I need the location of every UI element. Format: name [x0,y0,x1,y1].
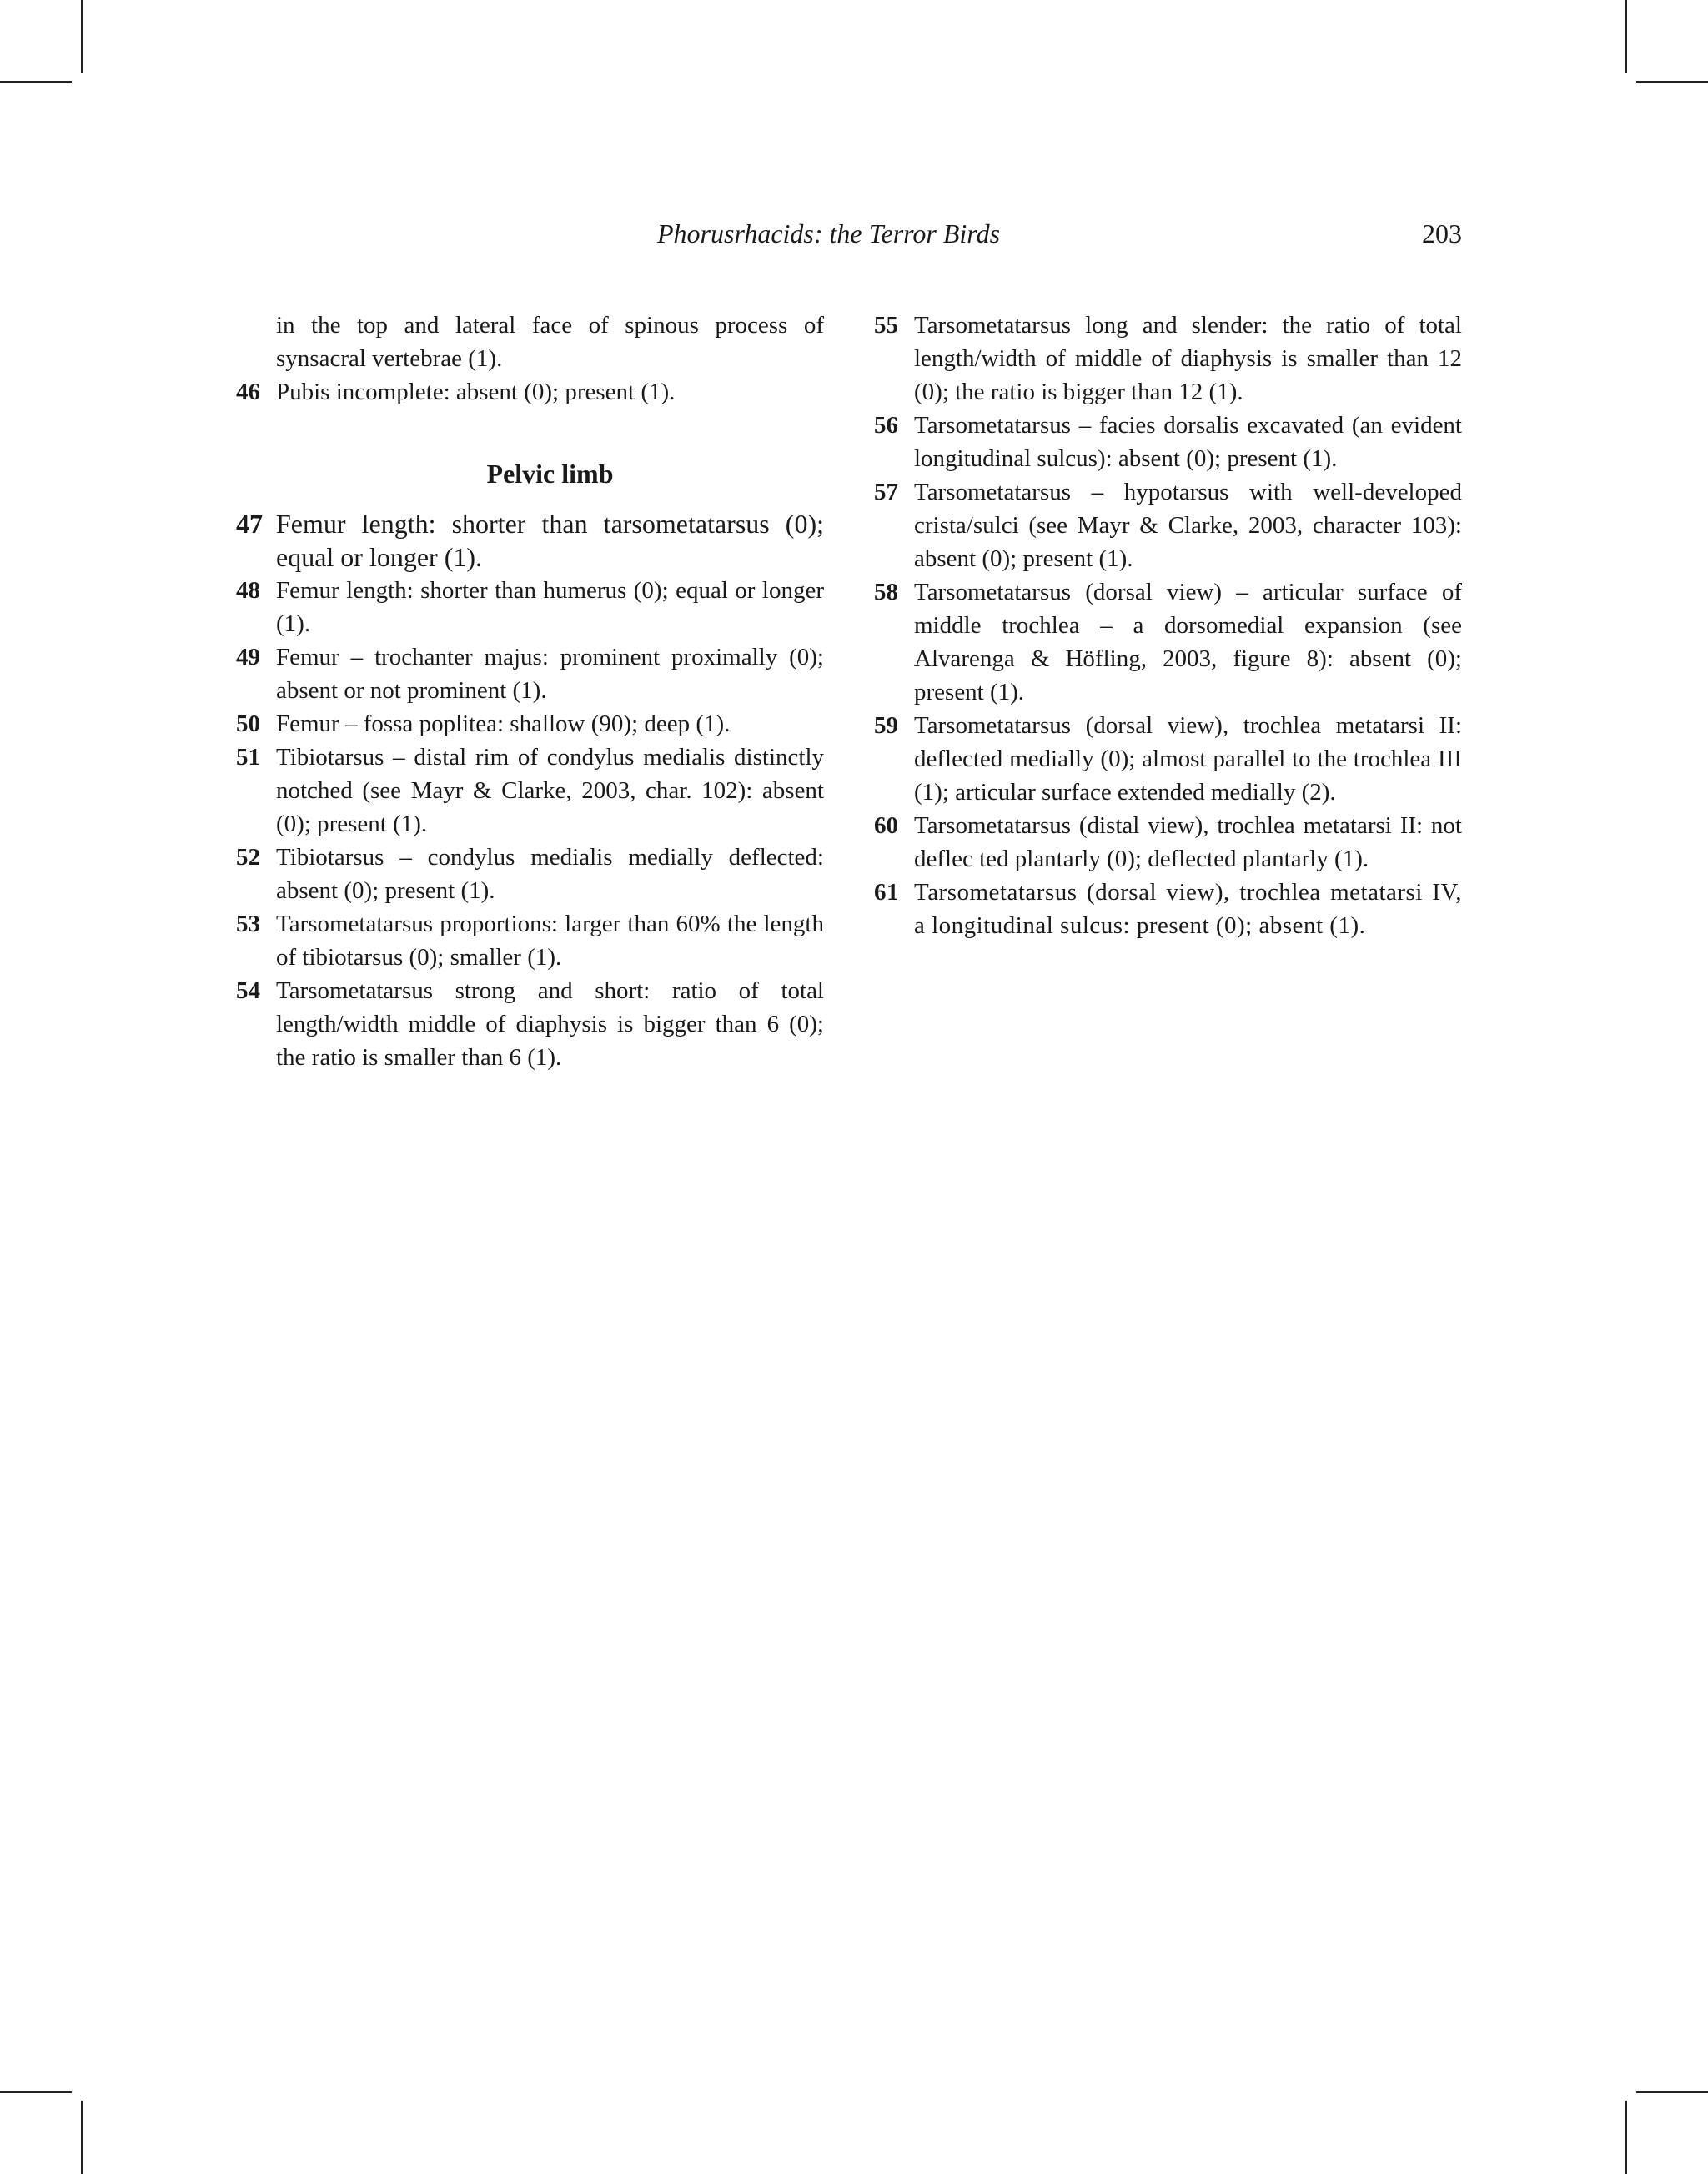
entry-number: 50 [236,710,260,737]
entry-text: Tarsometatarsus – facies dorsalis excavated (an evident longitudinal sulcus): absent (0); present (1). [914,412,1462,472]
crop-mark-bottom-right-vertical [1625,2101,1627,2174]
character-entry-58 [874,575,1462,709]
entry-number: 55 [874,312,898,339]
entry-number: 52 [236,844,260,871]
character-entry-53 [236,907,824,974]
entry-number: 57 [874,479,898,505]
entry-text: Femur – trochanter majus: prominent proximally (0); absent or not prominent (1). [276,644,824,704]
entry-number: 46 [236,379,260,405]
entry-text: Tarsometatarsus (dorsal view) – articular surface of middle trochlea – a dorsomedial expansion (see Alvarenga & Höfling, 2003, figure 8): absent (0); present (1). [914,579,1462,705]
running-head-title: Phorusrhacids: the Terror Birds [657,218,1001,249]
entry-number: 54 [236,977,260,1004]
crop-mark-bottom-left-vertical [81,2101,83,2174]
crop-mark-top-left-vertical [81,0,83,73]
entry-number: 58 [874,579,898,605]
character-entry-55 [874,309,1462,409]
entry-text: Tibiotarsus – condylus medialis medially deflected: absent (0); present (1). [276,844,824,904]
page-number: 203 [1422,218,1462,249]
entry-text: Tarsometatarsus (dorsal view), trochlea metatarsi IV, a longitudinal sulcus: present (0); absent (1). [914,879,1462,939]
entry-number: 48 [236,577,260,604]
character-entry-60 [874,809,1462,876]
character-entry-46 [236,375,824,409]
entry-text: Tarsometatarsus strong and short: ratio of total length/width middle of diaphysis is bigger than 6 (0); the ratio is smaller than 6 (1). [276,977,824,1071]
entry-number: 51 [236,744,260,771]
entry-text: Pubis incomplete: absent (0); present (1). [276,379,676,405]
entry-number: 49 [236,644,260,670]
section-heading: Pelvic limb [486,459,614,489]
entry-text: Femur length: shorter than tarsometatarsus (0); equal or longer (1). [276,509,824,572]
entry-number: 56 [874,412,898,439]
character-entry-49 [236,640,824,707]
entry-text: Femur length: shorter than humerus (0); equal or longer (1). [276,577,824,637]
crop-mark-top-right-horizontal [1636,81,1708,83]
crop-mark-bottom-left-horizontal [0,2091,72,2093]
entry-number: 61 [874,879,899,906]
right-column [874,309,1462,942]
character-entry-56 [874,409,1462,475]
crop-mark-bottom-right-horizontal [1636,2091,1708,2093]
entry-number: 53 [236,911,260,937]
crop-mark-top-right-vertical [1625,0,1627,73]
character-entry-52 [236,841,824,907]
left-column [236,309,824,1074]
crop-mark-top-left-horizontal [0,81,72,83]
entry-text: Tarsometatarsus (dorsal view), trochlea metatarsi II: deflected medially (0); almost parallel to the trochlea III (1); articular surface extended medially (2). [914,712,1462,806]
entry-text: Tarsometatarsus proportions: larger than 60% the length of tibiotarsus (0); smaller (1). [276,911,824,971]
continuation-text: in the top and lateral face of spinous process of synsacral vertebrae (1). [276,312,824,372]
entry-text: Tarsometatarsus (distal view), trochlea metatarsi II: not deflec ted plantarly (0); deflected plantarly (1). [914,812,1462,872]
entry-text: Femur – fossa poplitea: shallow (90); deep (1). [276,710,731,737]
character-entry-47 [236,507,824,574]
character-entry-57 [874,475,1462,575]
entry-number: 47 [236,509,263,539]
character-entry-51 [236,741,824,841]
character-entry-50 [236,707,824,741]
character-entry-48 [236,574,824,640]
entry-number: 59 [874,712,898,739]
entry-number: 60 [874,812,898,839]
entry-text: Tibiotarsus – distal rim of condylus medialis distinctly notched (see Mayr & Clarke, 2003, char. 102): absent (0); present (1). [276,744,824,837]
character-entry-59 [874,709,1462,809]
entry-text: Tarsometatarsus long and slender: the ratio of total length/width of middle of diaphysis is smaller than 12 (0); the ratio is bigger than 12 (1). [914,312,1462,405]
character-entry-61 [874,876,1462,942]
character-entry-54 [236,974,824,1074]
entry-text: Tarsometatarsus – hypotarsus with well-developed crista/sulci (see Mayr & Clarke, 2003, character 103): absent (0); present (1). [914,479,1462,572]
running-head [236,218,1462,259]
